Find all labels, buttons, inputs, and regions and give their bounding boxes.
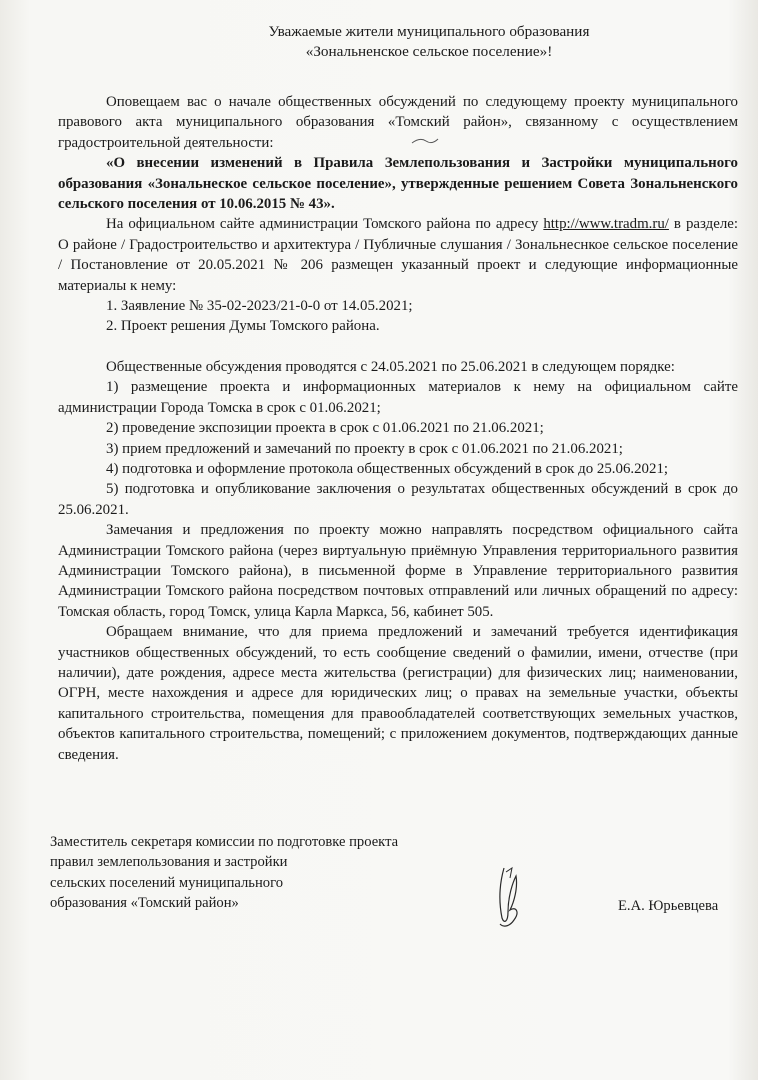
materials-list (58, 296, 738, 337)
site-text-after: в разделе: О районе / Градостроительство и архитектура / Публичные слушания / Зональнеснкое сельское поселение / Постановление от 20.05.2021 № 206 размещен указанный проект и следующие информационные материалы к нему: (58, 216, 738, 294)
site-text-before: На официальном сайте администрации Томского района по адресу (106, 216, 544, 233)
procedure-item: 5) подготовка и опубликование заключения о результатах общественных обсуждений в срок до 25.06.2021. (58, 481, 738, 518)
signatory-line: сельских поселений муниципального (50, 874, 283, 891)
remarks-paragraph: Замечания и предложения по проекту можно направлять посредством официального сайта Администрации Томского района (через виртуальную приёмную Управления территориального развития Администрации Томского района), в письменной форме в Управление территориального развития Администрации Томского района посредством почтовых отправлений или личных обращений по адресу: Томская область, город Томск, улица Карла Маркса, 56, кабинет 505. (58, 522, 738, 620)
signatory-title (50, 832, 450, 914)
document-body (58, 92, 738, 765)
handwritten-signature-icon (490, 862, 530, 932)
document-header (0, 22, 758, 62)
intro-paragraph: Оповещаем вас о начале общественных обсуждений по следующему проекту муниципального правового акта муниципального образования «Томский район», связанному с осуществлением градостроительной деятельности: (58, 94, 738, 151)
site-link[interactable]: http://www.tradm.ru/ (543, 216, 669, 233)
header-line-2: «Зональненское сельское поселение»! (305, 43, 553, 60)
procedure-intro: Общественные обсуждения проводятся с 24.05.2021 по 25.06.2021 в следующем порядке: (106, 358, 675, 375)
procedure-item: 1) размещение проекта и информационных материалов к нему на официальном сайте администрации Города Томска в срок с 01.06.2021; (58, 379, 738, 416)
signatory-line: правил землепользования и застройки (50, 854, 288, 871)
procedure-item: 2) проведение экспозиции проекта в срок с 01.06.2021 по 21.06.2021; (106, 420, 544, 437)
attention-paragraph: Обращаем внимание, что для приема предложений и замечаний требуется идентификация участников общественных обсуждений, то есть сообщение сведений о фамилии, имени, отчестве (при наличии), дате рождения, адресе места жительства (регистрации) для физических лиц; наименовании, ОГРН, месте нахождения и адресе для юридических лиц; о правах на земельные участки, объекты капитального строительства, помещения для правообладателей соответствующих земельных участков, объектов капитального строительства, помещений; с приложением документов, подтверждающих данные сведения. (58, 624, 738, 763)
site-paragraph (58, 214, 738, 296)
project-title: «О внесении изменений в Правила Землепользования и Застройки муниципального образования «Зональнеское сельское поселение», утвержденные решением Совета Зональненского сельского поселения от 10.06.2015 № 43». (58, 155, 738, 213)
signatory-line: Заместитель секретаря комиссии по подготовке проекта (50, 834, 399, 850)
procedure-item: 3) прием предложений и замечаний по проекту в срок с 01.06.2021 по 21.06.2021; (106, 440, 623, 457)
header-line-1: Уважаемые жители муниципального образования (268, 23, 590, 40)
list-item: 2. Проект решения Думы Томского района. (106, 318, 380, 335)
signatory-line: образования «Томский район» (50, 895, 239, 912)
procedure-item: 4) подготовка и оформление протокола общественных обсуждений в срок до 25.06.2021; (106, 460, 669, 477)
signatory-name: Е.А. Юрьевцева (618, 898, 719, 914)
list-item: 1. Заявление № 35-02-2023/21-0-0 от 14.05.2021; (106, 298, 413, 315)
